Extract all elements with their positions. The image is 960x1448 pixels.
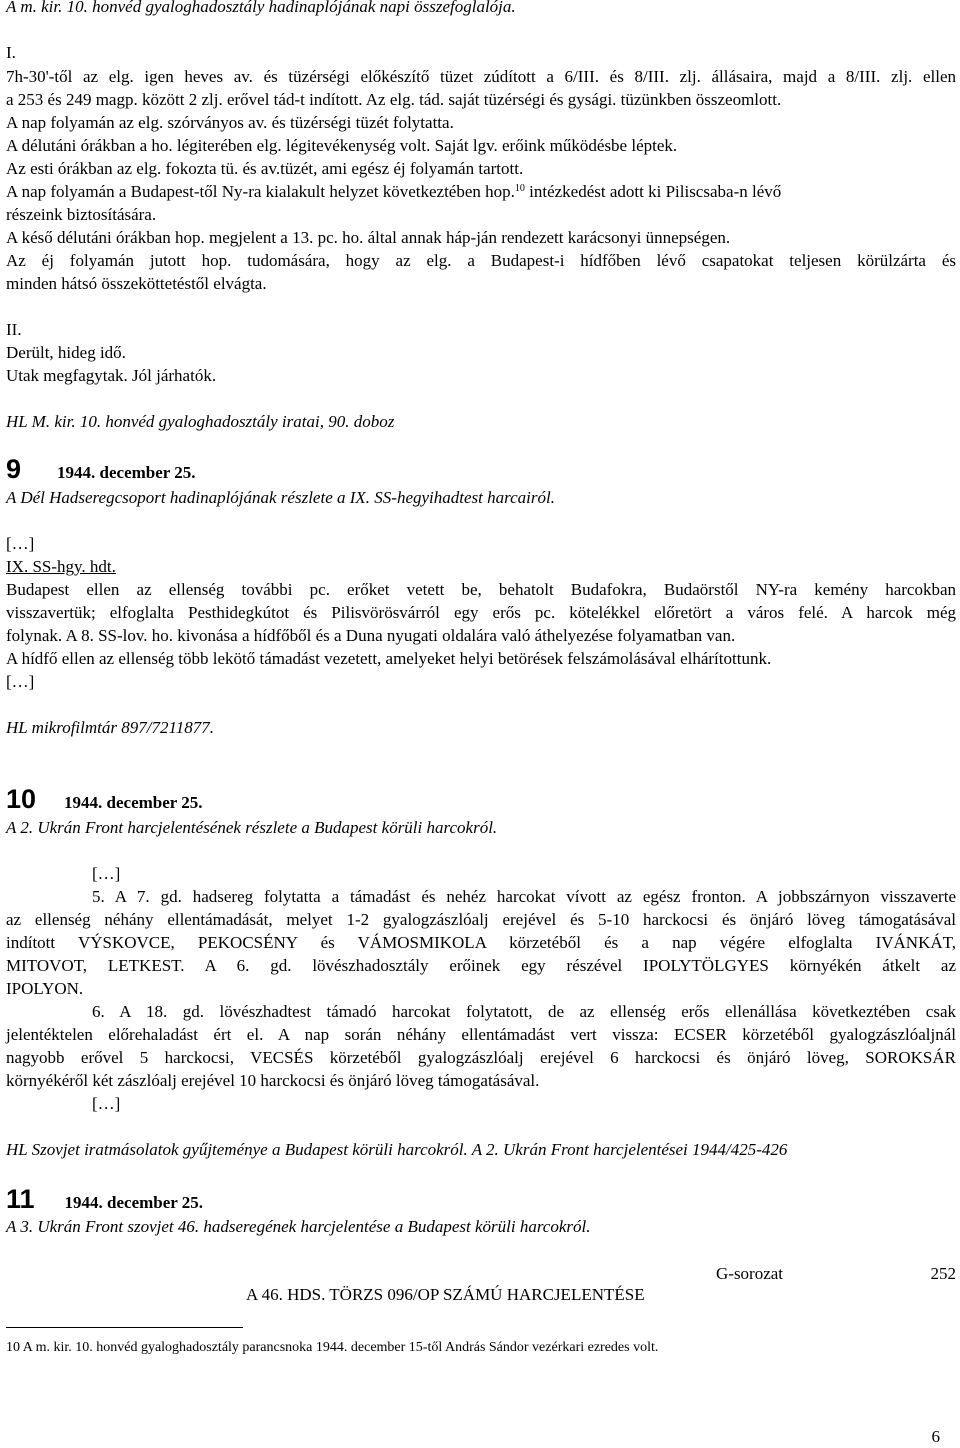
text-line: Budapest ellen az ellenség további pc. erőket vetett be, behatolt Budafokra, Budaörstől NY-ra kemény harcokban: [6, 580, 956, 599]
report-heading: A 46. HDS. TÖRZS 096/OP SZÁMÚ HARCJELENTÉSE: [246, 1285, 645, 1304]
text-line: A nap folyamán az elg. szórványos av. és tüzérségi tüzét folytatta.: [6, 113, 454, 132]
document-date: 1944. december 25.: [64, 793, 203, 812]
ellipsis: […]: [92, 1094, 121, 1113]
footnote: 10 A m. kir. 10. honvéd gyaloghadosztály parancsnoka 1944. december 15-től András Sándor vezérkari ezredes volt.: [6, 1340, 659, 1355]
text-line: MITOVOT, LETKEST. A 6. gd. lövészhadosztály erőinek egy részével IPOLYTÖLGYES környékén átkelt az: [6, 956, 956, 975]
unit-name: [6, 556, 956, 578]
document-heading-11: [6, 1184, 956, 1214]
text-line: az ellenség néhány ellentámadását, melyet 1-2 gyalogzászlóalj erejével és 5-10 harckocsi és önjáró löveg támogatásával: [6, 910, 956, 929]
text-line: indított VÝSKOVCE, PEKOCSÉNY és VÁMOSMIKOLA körzetéből és a nap végére elfoglalta IVÁNKÁT,: [6, 933, 956, 952]
text-line: Derült, hideg idő.: [6, 343, 126, 362]
page-number: 6: [931, 1427, 940, 1446]
source-citation: HL M. kir. 10. honvéd gyaloghadosztály iratai, 90. doboz: [6, 412, 395, 431]
page-header: A m. kir. 10. honvéd gyaloghadosztály hadinaplójának napi összefoglalója.: [6, 0, 516, 16]
text-span: intézkedést adott ki Piliscsaba-n lévő: [524, 182, 782, 201]
document-number: 10: [6, 784, 37, 814]
document-number: 11: [6, 1184, 35, 1214]
source-citation: HL Szovjet iratmásolatok gyűjteménye a Budapest körüli harcokról. A 2. Ukrán Front harcjelentései 1944/425-426: [6, 1140, 788, 1159]
text-line: a 253 és 249 magp. között 2 zlj. erővel tád-t indított. Az elg. tád. saját tüzérségi és gysági. tüzünkben összeomlott.: [6, 90, 782, 109]
text-line: A hídfő ellen az ellenség több lekötő támadást vezetett, amelyeket helyi betörések felszámolásával elhárítottunk.: [6, 649, 772, 668]
section-roman-2: II.: [6, 320, 22, 339]
text-line: környékéről két zászlóalj erejével 10 harckocsi és önjáró löveg támogatásával.: [6, 1071, 540, 1090]
footnote-ref: 10: [514, 183, 525, 194]
text-line: A délutáni órákban a ho. légiterében elg. légitevékenység volt. Saját lgv. erőink működésbe léptek.: [6, 136, 678, 155]
document-number: 9: [6, 454, 22, 484]
text-line: IPOLYON.: [6, 979, 84, 998]
series-number: 252: [930, 1264, 956, 1283]
document-title: A 2. Ukrán Front harcjelentésének részlete a Budapest körüli harcokról.: [6, 818, 498, 837]
series-label: G-sorozat: [716, 1264, 784, 1283]
ellipsis: […]: [6, 672, 35, 691]
text-line: Az esti órákban az elg. fokozta tü. és av.tüzét, ami egész éj folyamán tartott.: [6, 159, 524, 178]
text-line: nagyobb erővel 5 harckocsi, VECSÉS körzetéből gyalogzászlóalj erejével 6 harckocsi és önjáró löveg, SOROKSÁR: [6, 1048, 956, 1067]
ellipsis: […]: [92, 864, 121, 883]
unit-label: IX. SS-hgy. hdt.: [6, 557, 116, 576]
text-line: [6, 181, 956, 203]
document-heading-10: [6, 784, 956, 814]
document-title: A 3. Ukrán Front szovjet 46. hadseregének harcjelentése a Budapest körüli harcokról.: [6, 1217, 591, 1236]
text-span: A nap folyamán a Budapest-től Ny-ra kialakult helyzet következtében hop.: [6, 182, 515, 201]
text-line: folynak. A 8. SS-lov. ho. kivonása a hídfőből és a Duna nyugati oldalára való áthelyezése folyamatban van.: [6, 626, 736, 645]
text-line: A késő délutáni órákban hop. megjelent a 13. pc. ho. által annak háp-ján rendezett karácsonyi ünnepségen.: [6, 228, 731, 247]
text-line: Az éj folyamán jutott hop. tudomására, hogy az elg. a Budapest-i hídfőben lévő csapatokat teljesen körülzárta és: [6, 251, 956, 270]
text-line: részeink biztosítására.: [6, 205, 157, 224]
section-roman-1: I.: [6, 43, 16, 62]
document-heading-9: [6, 454, 956, 484]
text-line: Utak megfagytak. Jól járhatók.: [6, 366, 217, 385]
document-date: 1944. december 25.: [57, 463, 196, 482]
document-date: 1944. december 25.: [64, 1193, 204, 1212]
text-line: 7h-30'-től az elg. igen heves av. és tüzérségi előkészítő tüzet zúdított a 6/III. és 8/III. zlj. állásaira, majd a 8/III. zlj. ellen: [6, 67, 956, 86]
ellipsis: […]: [6, 534, 35, 553]
text-line: minden hátsó összeköttetéstől elvágta.: [6, 274, 267, 293]
text-line: 5. A 7. gd. hadsereg folytatta a támadást és nehéz harcokat vívott az egész fronton. A jobbszárnyon visszaverte: [92, 887, 956, 906]
footnote-separator: [6, 1327, 243, 1328]
document-title: A Dél Hadseregcsoport hadinaplójának részlete a IX. SS-hegyihadtest harcairól.: [6, 488, 555, 507]
source-citation: HL mikrofilmtár 897/7211877.: [6, 718, 214, 737]
text-line: visszavertük; elfoglalta Pesthidegkútot és Pilisvörösvárról egy erős pc. kötelékkel előretört a város felé. A harcok még: [6, 603, 956, 622]
text-line: jelentéktelen előrehaladást ért el. A nap során néhány ellentámadást vert vissza: ECSER körzetéből gyalogzászlóaljnál: [6, 1025, 956, 1044]
text-line: 6. A 18. gd. lövészhadtest támadó harcokat folytatott, de az ellenség erős ellenállása következtében csak: [92, 1002, 956, 1021]
